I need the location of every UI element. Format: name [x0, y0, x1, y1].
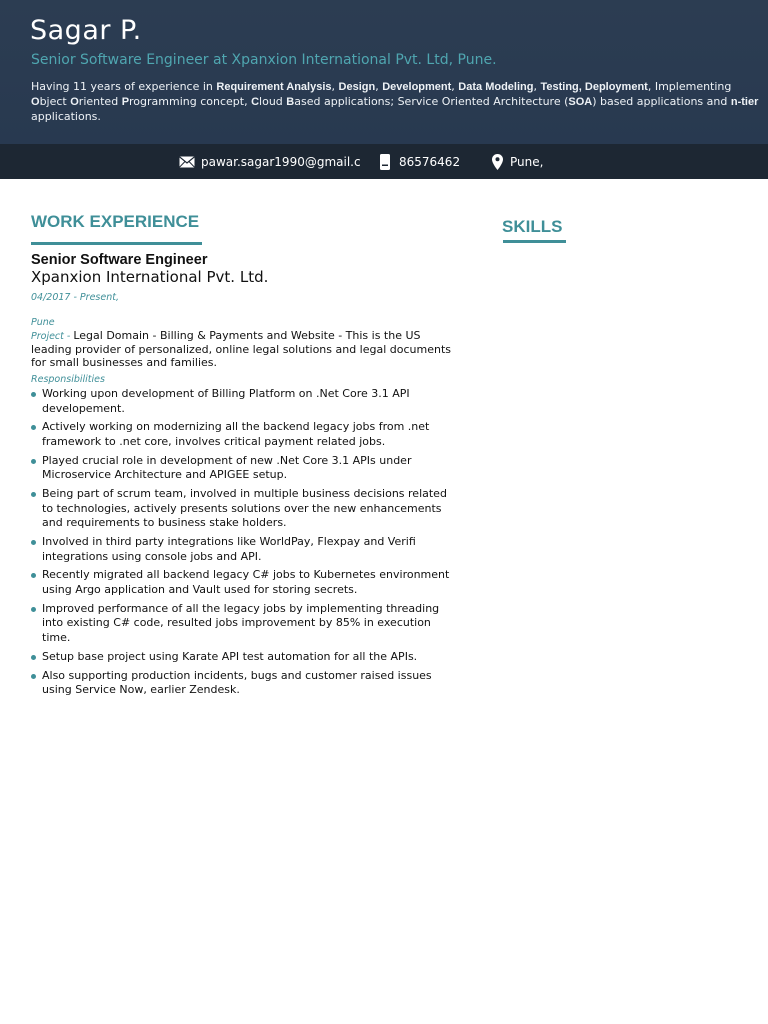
- phone-text: 86576462: [399, 154, 461, 169]
- responsibility-item: Improved performance of all the legacy jobs by implementing threading into existing C# code, resulted jobs improvement by 85% in execution time.: [31, 602, 451, 646]
- responsibility-item: Being part of scrum team, involved in multiple business decisions related to technologies, actively presents solutions over the new enhancements and requirements to business stake holders.: [31, 487, 451, 531]
- profile-summary: Having 11 years of experience in Requirement Analysis, Design, Development, Data Modeling, Testing, Deployment, Implementing Object Oriented Programming concept, Cloud Based applications; Service Oriented Architecture (SOA) based applications and n-tier applications.: [31, 80, 759, 123]
- location-pin-icon: [492, 154, 503, 170]
- contact-phone[interactable]: [380, 144, 460, 179]
- resume-header: [0, 0, 768, 144]
- responsibility-item: Recently migrated all backend legacy C# jobs to Kubernetes environment using Argo application and Vault used for storing secrets.: [31, 568, 451, 597]
- location-text: Pune,: [510, 154, 544, 169]
- responsibilities-list: [31, 387, 451, 702]
- responsibility-item: Played crucial role in development of new .Net Core 3.1 APIs under Microservice Architecture and APIGEE setup.: [31, 454, 451, 483]
- envelope-icon: [179, 156, 195, 168]
- email-text: pawar.sagar1990@gmail.c: [201, 154, 361, 169]
- responsibilities-label: Responsibilities: [31, 374, 105, 385]
- responsibility-item: Working upon development of Billing Platform on .Net Core 3.1 API developement.: [31, 387, 451, 416]
- phone-icon: [380, 154, 390, 170]
- project-description: [31, 329, 451, 369]
- project-text: Legal Domain - Billing & Payments and Website - This is the US leading provider of personalized, online legal solutions and legal documents for small businesses and families.: [31, 329, 452, 369]
- contact-location: [492, 144, 543, 179]
- candidate-headline: Senior Software Engineer at Xpanxion International Pvt. Ltd, Pune.: [31, 52, 497, 68]
- project-label: Project -: [31, 331, 74, 342]
- job-role: Senior Software Engineer: [31, 252, 208, 268]
- responsibility-item: Involved in third party integrations like WorldPay, Flexpay and Verifi integrations using console jobs and API.: [31, 535, 451, 564]
- responsibility-item: Setup base project using Karate API test automation for all the APIs.: [31, 650, 451, 665]
- responsibility-item: Also supporting production incidents, bugs and customer raised issues using Service Now, earlier Zendesk.: [31, 669, 451, 698]
- skills-underline: [503, 240, 566, 243]
- contact-email[interactable]: [179, 144, 361, 179]
- work-experience-underline: [31, 242, 202, 245]
- contact-bar: [0, 144, 768, 179]
- candidate-name: Sagar P.: [30, 15, 142, 46]
- job-company: Xpanxion International Pvt. Ltd.: [31, 268, 269, 286]
- job-city: Pune: [31, 317, 55, 328]
- work-experience-heading: WORK EXPERIENCE: [31, 212, 200, 231]
- skills-heading: SKILLS: [502, 217, 563, 236]
- responsibility-item: Actively working on modernizing all the backend legacy jobs from .net framework to .net core, involves critical payment related jobs.: [31, 420, 451, 449]
- job-dates: 04/2017 - Present,: [31, 292, 119, 303]
